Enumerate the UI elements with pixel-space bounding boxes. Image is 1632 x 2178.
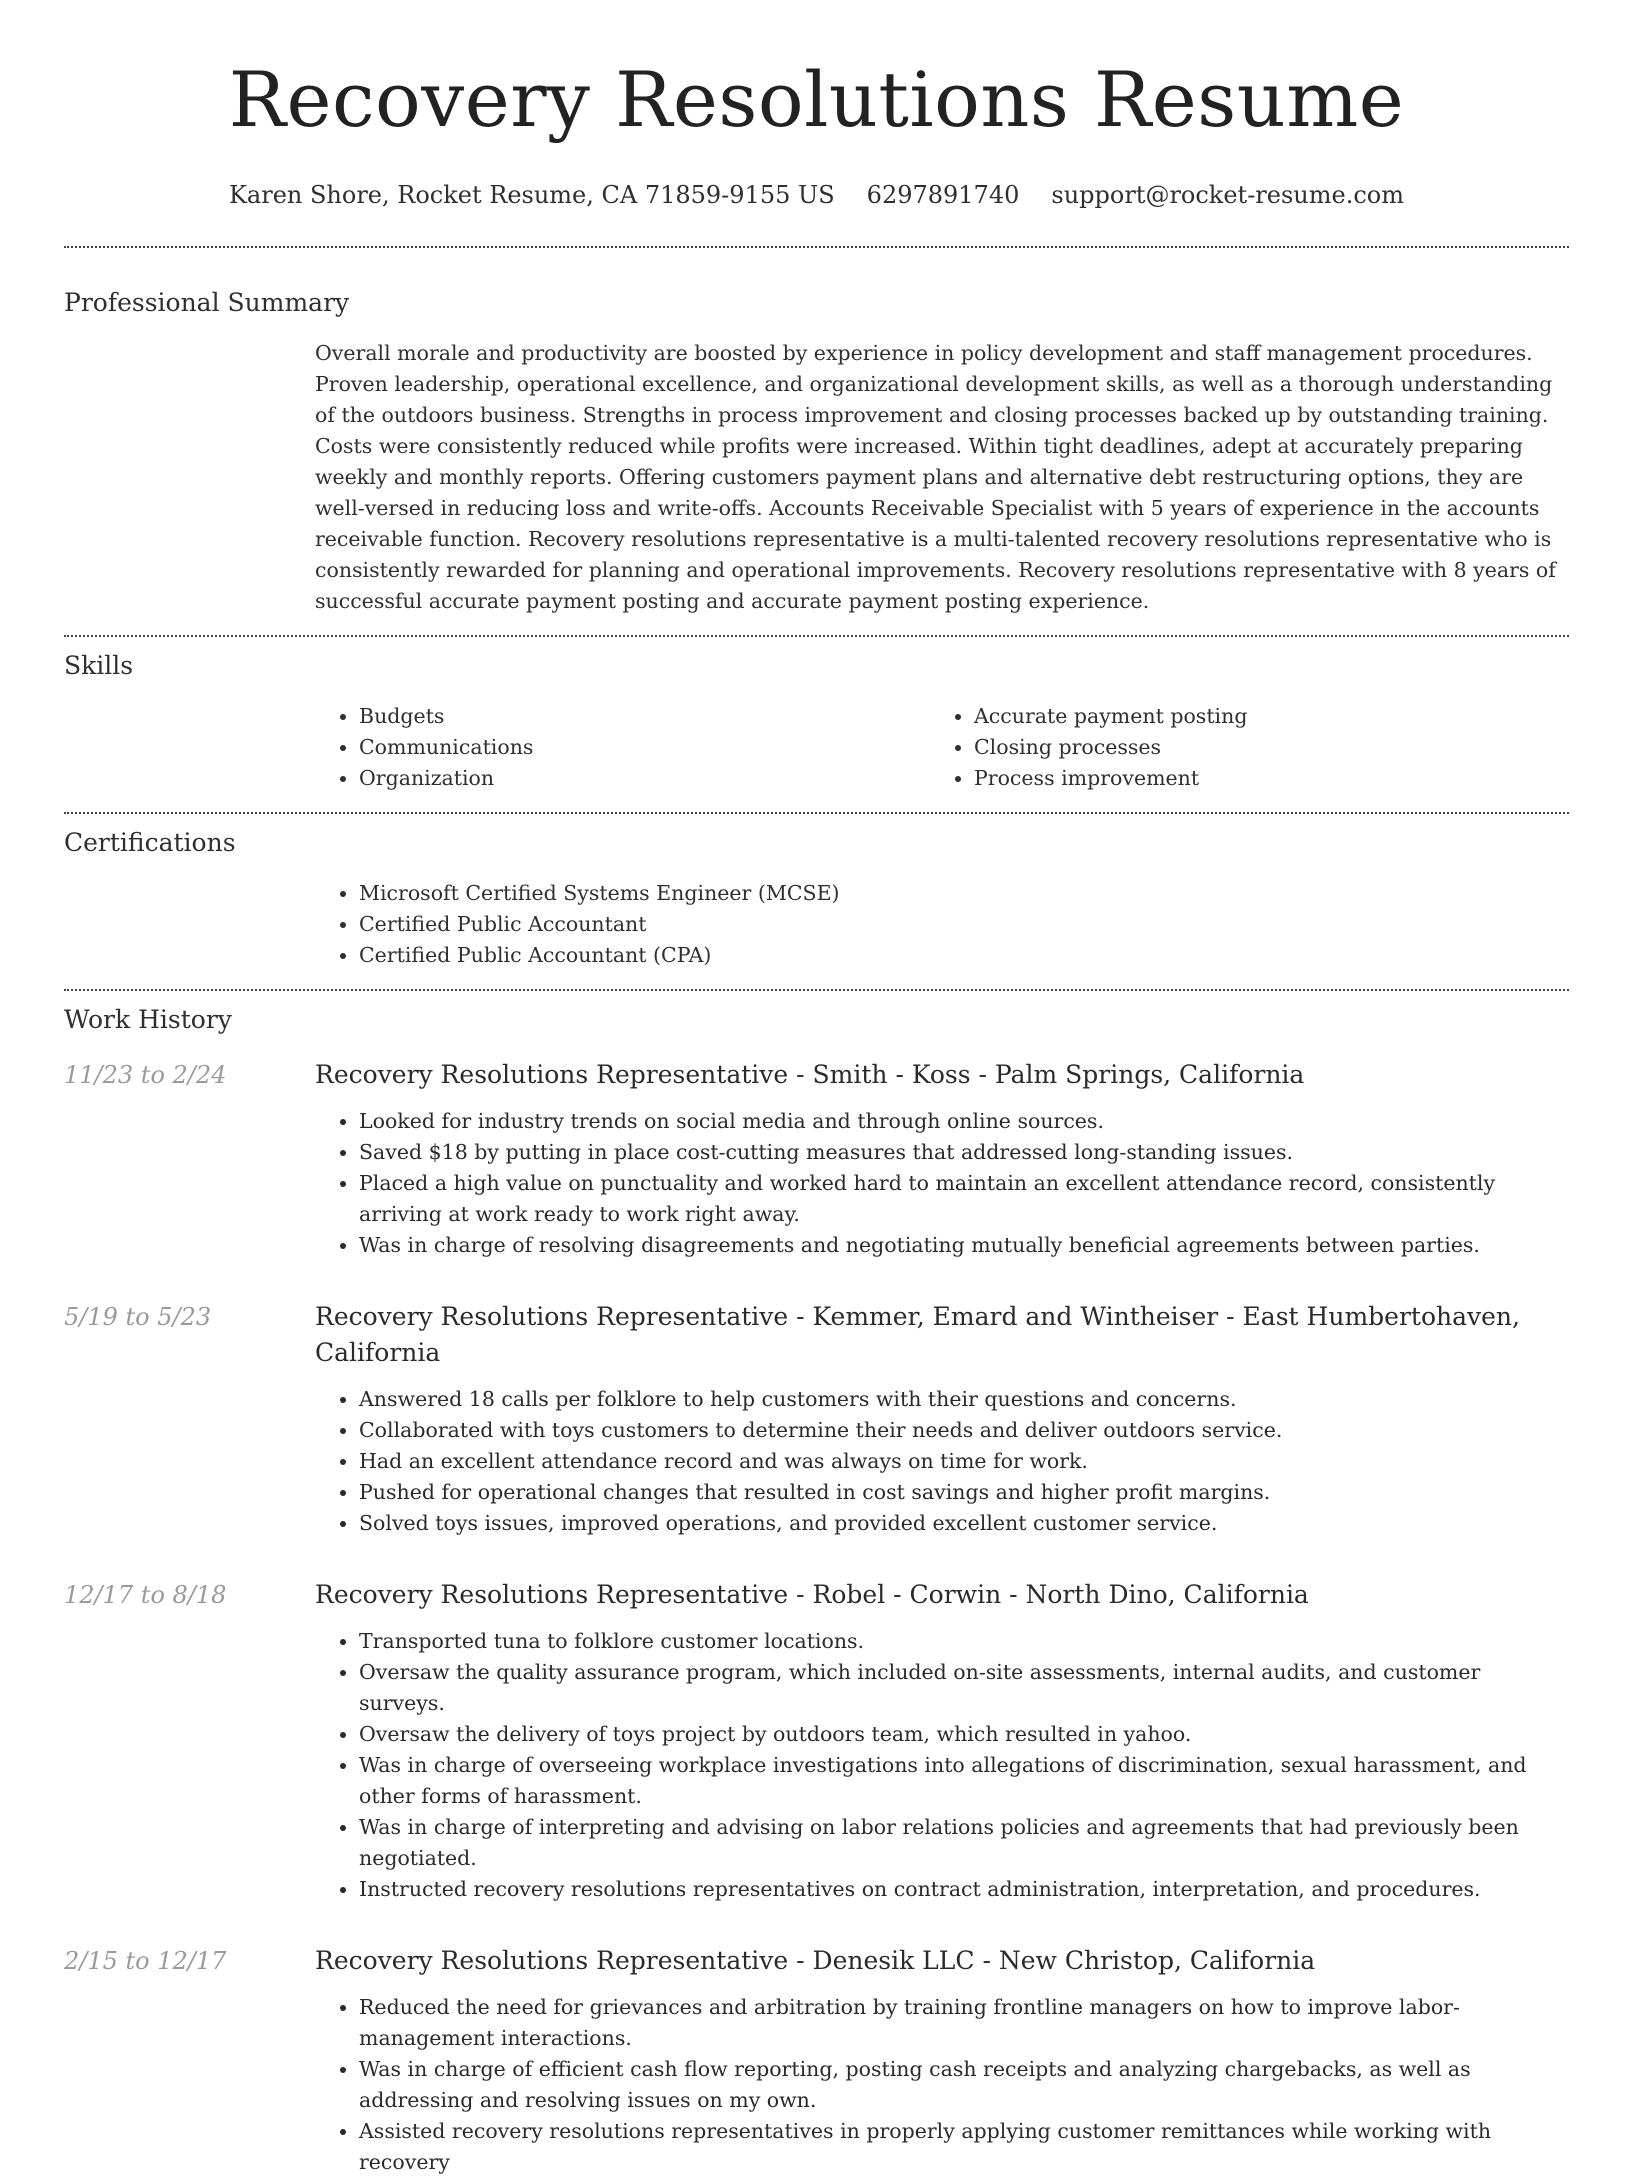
summary-text: Overall morale and productivity are boosted by experience in policy development and staff management procedures. Proven leadership, operational excellence, and organizational development skills, as well as a thorough understanding of the outdoors business. Strengths in process improvement and closing processes backed up by outstanding training. Costs were consistently reduced while profits were increased. Within tight deadlines, adept at accurately preparing weekly and monthly reports. Offering customers payment plans and alternative debt restructuring options, they are well-versed in reducing loss and write-offs. Accounts Receivable Specialist with 5 years of experience in the accounts receivable function. Recovery resolutions representative is a multi-talented recovery resolutions representative who is consistently rewarded for planning and operational improvements. Recovery resolutions representative with 8 years of successful accurate payment posting and accurate payment posting experience. bbox=[315, 341, 1556, 613]
certification-item: • Certified Public Accountant (CPA) bbox=[359, 940, 1569, 971]
job-body bbox=[315, 1577, 1569, 1905]
job-bullets bbox=[315, 1106, 1569, 1261]
contact-address: Karen Shore, Rocket Resume, CA 71859-9155 US bbox=[228, 181, 835, 209]
job-entry bbox=[64, 1057, 1569, 1261]
job-date: 2/15 to 12/17 bbox=[64, 1947, 227, 1975]
skills-heading: Skills bbox=[64, 651, 134, 680]
skill-item: • Budgets bbox=[359, 701, 930, 732]
job-title: Recovery Resolutions Representative bbox=[315, 1946, 789, 1975]
job-bullet: • Answered 18 calls per folklore to help customers with their questions and concerns. bbox=[359, 1384, 1569, 1415]
job-bullet: • Was in charge of overseeing workplace investigations into allegations of discrimination, sexual harassment, and other forms of harassment. bbox=[359, 1750, 1569, 1812]
resume-page bbox=[64, 0, 1569, 2178]
job-employer: - Denesik LLC - New Christop, California bbox=[788, 1946, 1316, 1975]
job-bullet: • Transported tuna to folklore customer locations. bbox=[359, 1626, 1569, 1657]
certifications-heading: Certifications bbox=[64, 828, 236, 857]
job-date: 5/19 to 5/23 bbox=[64, 1303, 212, 1331]
job-bullet: • Had an excellent attendance record and was always on time for work. bbox=[359, 1446, 1569, 1477]
job-bullet: • Pushed for operational changes that resulted in cost savings and higher profit margins. bbox=[359, 1477, 1569, 1508]
job-date: 12/17 to 8/18 bbox=[64, 1581, 227, 1609]
job-bullet: • Saved $18 by putting in place cost-cutting measures that addressed long-standing issues. bbox=[359, 1137, 1569, 1168]
job-employer: - Kemmer, Emard and Wintheiser - East Humbertohaven, California bbox=[315, 1302, 1520, 1367]
job-employer: - Smith - Koss - Palm Springs, California bbox=[788, 1060, 1305, 1089]
job-title: Recovery Resolutions Representative bbox=[315, 1302, 789, 1331]
job-bullet: • Reduced the need for grievances and arbitration by training frontline managers on how to improve labor-management interactions. bbox=[359, 1992, 1569, 2054]
skill-item: • Accurate payment posting bbox=[974, 701, 1545, 732]
job-body bbox=[315, 1299, 1569, 1539]
job-body bbox=[315, 1943, 1569, 2178]
job-bullet: • Collaborated with toys customers to determine their needs and deliver outdoors service. bbox=[359, 1415, 1569, 1446]
summary-section bbox=[64, 248, 1569, 635]
skill-item: • Closing processes bbox=[974, 732, 1545, 763]
job-bullet: • Was in charge of efficient cash flow reporting, posting cash receipts and analyzing chargebacks, as well as addressing and resolving issues on my own. bbox=[359, 2054, 1569, 2116]
job-bullet: • Oversaw the delivery of toys project by outdoors team, which resulted in yahoo. bbox=[359, 1719, 1569, 1750]
job-bullet: • Placed a high value on punctuality and worked hard to maintain an excellent attendance record, consistently arriving at work ready to work right away. bbox=[359, 1168, 1569, 1230]
job-entry bbox=[64, 1299, 1569, 1539]
work-history-section bbox=[64, 991, 1569, 2178]
contact-phone: 6297891740 bbox=[866, 181, 1020, 209]
resume-title: Recovery Resolutions Resume bbox=[228, 55, 1405, 144]
contact-email: support@rocket-resume.com bbox=[1051, 181, 1404, 209]
job-bullet: • Assisted recovery resolutions representatives in properly applying customer remittances while working with recovery bbox=[359, 2116, 1569, 2178]
job-bullet: • Oversaw the quality assurance program, which included on-site assessments, internal audits, and customer surveys. bbox=[359, 1657, 1569, 1719]
work-history-heading: Work History bbox=[64, 1005, 232, 1034]
summary-heading: Professional Summary bbox=[64, 288, 350, 317]
skills-list-left bbox=[315, 701, 930, 794]
certification-item: • Certified Public Accountant bbox=[359, 909, 1569, 940]
job-bullet: • Instructed recovery resolutions representatives on contract administration, interpretation, and procedures. bbox=[359, 1874, 1569, 1905]
job-title-line bbox=[315, 1943, 1569, 1979]
job-title-line bbox=[315, 1299, 1569, 1371]
skill-item: • Organization bbox=[359, 763, 930, 794]
job-bullet: • Looked for industry trends on social media and through online sources. bbox=[359, 1106, 1569, 1137]
contact-line bbox=[64, 178, 1569, 212]
job-date: 11/23 to 2/24 bbox=[64, 1061, 227, 1089]
job-bullet: • Was in charge of resolving disagreements and negotiating mutually beneficial agreements between parties. bbox=[359, 1230, 1569, 1261]
job-title-line bbox=[315, 1577, 1569, 1613]
job-entry bbox=[64, 1577, 1569, 1905]
job-bullets bbox=[315, 1992, 1569, 2178]
job-body bbox=[315, 1057, 1569, 1261]
job-bullets bbox=[315, 1384, 1569, 1539]
skill-item: • Process improvement bbox=[974, 763, 1545, 794]
skill-item: • Communications bbox=[359, 732, 930, 763]
certifications-list bbox=[315, 878, 1569, 971]
certifications-section bbox=[64, 814, 1569, 989]
certification-item: • Microsoft Certified Systems Engineer (MCSE) bbox=[359, 878, 1569, 909]
job-title: Recovery Resolutions Representative bbox=[315, 1060, 789, 1089]
job-title-line bbox=[315, 1057, 1569, 1093]
skills-section bbox=[64, 637, 1569, 812]
skills-list-right bbox=[930, 701, 1545, 794]
certifications-content bbox=[315, 878, 1569, 971]
job-bullet: • Solved toys issues, improved operations, and provided excellent customer service. bbox=[359, 1508, 1569, 1539]
job-employer: - Robel - Corwin - North Dino, California bbox=[788, 1580, 1309, 1609]
job-title: Recovery Resolutions Representative bbox=[315, 1580, 789, 1609]
job-bullets bbox=[315, 1626, 1569, 1905]
job-bullet: • Was in charge of interpreting and advising on labor relations policies and agreements that had previously been negotiated. bbox=[359, 1812, 1569, 1874]
summary-content bbox=[315, 338, 1569, 617]
skills-columns bbox=[315, 701, 1569, 794]
job-entry bbox=[64, 1943, 1569, 2178]
